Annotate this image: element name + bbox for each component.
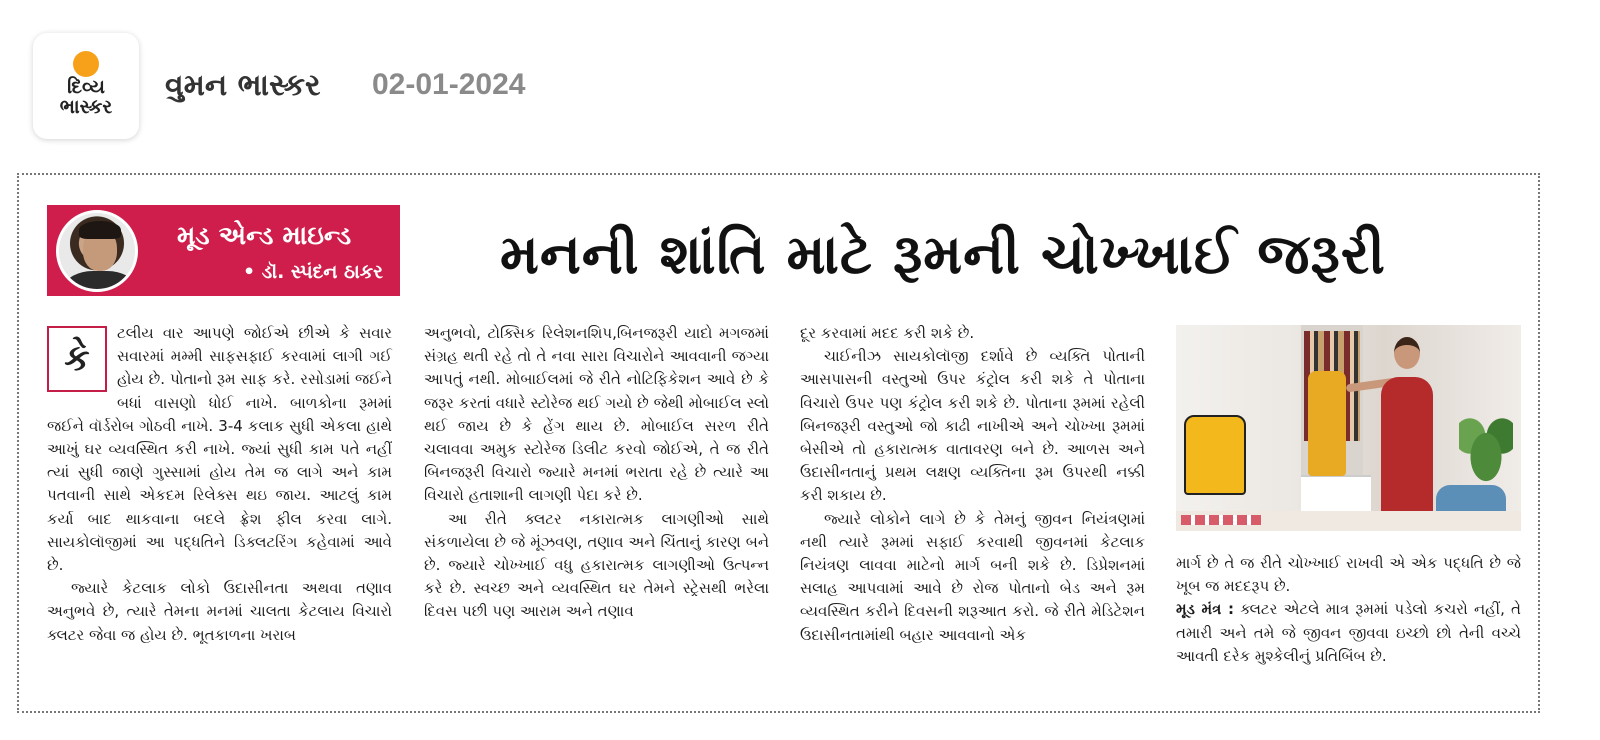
column-banner	[47, 205, 400, 296]
article-headline: મનની શાંતિ માટે રૂમની ચોખ્ખાઈ જરૂરી	[500, 222, 1386, 286]
drop-cap: કે	[47, 326, 107, 392]
article-paragraph: જ્યારે લોકોને લાગે છે કે તેમનું જીવન નિયંત્રણમાં નથી ત્યારે રૂમમાં સફાઈ કરવાથી જીવનમાં કેટલાક નિયંત્રણ લાવવા માટેનો માર્ગ બની શકે છે. ડિપ્રેશનમાં સલાહ આપવામાં આવે છે રોજ પોતાનો બેડ અને રૂમ વ્યવસ્થિત કરીને દિવસની શરૂઆત કરો. જે રીતે મેડિટેશન ઉદાસીનતામાંથી બહાર આવવાનો એક	[800, 509, 1145, 644]
logo-sun-icon	[73, 51, 99, 77]
article-column-4	[1176, 552, 1521, 668]
article-paragraph: ટલીય વાર આપણે જોઈએ છીએ કે સવાર સવારમાં મમ્મી સાફસફાઈ કરવામાં લાગી ગઈ હોય છે. પોતાનો રૂમ સાફ કરે. રસોડામાં જઈને બધાં વાસણો ધોઈ નાખે. બાળકોના રૂમમાં જઈને વૉર્ડરોબ ગોઠવી નાખે. 3-4 કલાક સુધી એકલા હાથે આખું ઘર વ્યવસ્થિત કરી નાખે. જ્યાં સુધી કામ પતે નહીં ત્યાં સુધી જાણે ગુસ્સામાં હોય તેમ જ લાગે અને કામ પતવાની સાથે એકદમ રિલેક્સ થઇ જાય. આટલું કામ કર્યા બાદ થાકવાના બદલે ફ્રેશ ફીલ કરવા લાગે. સાયકોલૉજીમાં આ પદ્ધતિને ડિક્લટરિંગ કહેવામાં આવે છે.	[47, 324, 392, 575]
section-name: વુમન ભાસ્કર	[165, 68, 321, 103]
article-paragraph: જ્યારે કેટલાક લોકો ઉદાસીનતા અથવા તણાવ અનુભવે છે, ત્યારે તેમના મનમાં ચાલતા કેટલાય વિચારો ક્લટર જેવા જ હોય છે. ભૂતકાળના ખરાબ	[47, 579, 392, 644]
author-avatar	[56, 210, 138, 292]
article-paragraph: માર્ગ છે તે જ રીતે ચોખ્ખાઈ રાખવી એ એક પદ્ધતિ છે જે ખૂબ જ મદદરૂપ છે.	[1176, 554, 1521, 596]
article-photo	[1176, 325, 1521, 531]
mood-mantra-text: ક્લટર એટલે માત્ર રૂમમાં પડેલો કચરો નહીં, તે તમારી અને તમે જે જીવન જીવવા ઇચ્છો છો તેની વચ્ચે આવતી દરેક મુશ્કેલીનું પ્રતિબિંબ છે.	[1176, 600, 1521, 665]
article-paragraph: ચાઈનીઝ સાયકોલૉજી દર્શાવે છે વ્યક્તિ પોતાની આસપાસની વસ્તુઓ ઉપર કંટ્રોલ કરી શકે તે પોતાના વિચારો ઉપર પણ કંટ્રોલ કરી શકે છે. પોતાના રૂમમાં રહેલી બિનજરૂરી વસ્તુઓ જો કાઢી નાખીએ અને ચોખ્ખા રૂમમાં બેસીએ તો હકારાત્મક વાતાવરણ બને છે. આળસ અને ઉદાસીનતાનું પ્રથમ લક્ષણ વ્યક્તિના રૂમ ઉપરથી નક્કી કરી શકાય છે.	[800, 347, 1145, 505]
article-paragraph: આ રીતે ક્લટર નકારાત્મક લાગણીઓ સાથે સંકળાયેલા છે જે મૂંઝવણ, તણાવ અને ચિંતાનું કારણ બને છે. જ્યારે ચોખ્ખાઈ વધુ હકારાત્મક લાગણીઓ ઉત્પન્ન કરે છે. સ્વચ્છ અને વ્યવસ્થિત ઘર તેમને સ્ટ્રેસથી ભરેલા દિવસ પછી પણ આરામ અને તણાવ	[424, 509, 769, 621]
article-column-2	[424, 322, 769, 624]
column-author: • ડૉ. સ્પંદન ઠાકર	[243, 261, 384, 283]
column-title: મૂડ એન્ડ માઇન્ડ	[177, 221, 352, 251]
article-paragraph: દૂર કરવામાં મદદ કરી શકે છે.	[800, 324, 975, 342]
article-paragraph: અનુભવો, ટોક્સિક રિલેશનશિપ,બિનજરૂરી યાદો મગજમાં સંગ્રહ થતી રહે તો તે નવા સારા વિચારોને આવવાની જગ્યા આપતું નથી. મોબાઈલમાં જે રીતે નોટિફિકેશન આવે છે કે જરૂર કરતાં વધારે સ્ટોરેજ થઈ ગયો છે જેથી મોબાઈલ સ્લો થઈ જાય છે કે હેંગ થાય છે. મોબાઈલ સરળ રીતે ચલાવવા અમુક સ્ટોરેજ ડિલીટ કરવો જોઈએ, તે જ રીતે બિનજરૂરી વિચારો જ્યારે મનમાં ભરાતા રહે છે ત્યારે આ વિચારો હતાશાની લાગણી પેદા કરે છે.	[424, 324, 769, 505]
logo-line-1: દિવ્ય	[67, 76, 105, 98]
mood-mantra-label: મૂડ મંત્ર :	[1176, 600, 1234, 619]
article-column-3	[800, 322, 1145, 647]
article-column-1	[47, 322, 392, 647]
mood-mantra	[1176, 598, 1521, 668]
issue-date: 02-01-2024	[372, 68, 526, 101]
logo-line-2: ભાસ્કર	[59, 96, 113, 118]
divya-bhaskar-logo[interactable]	[33, 33, 139, 139]
